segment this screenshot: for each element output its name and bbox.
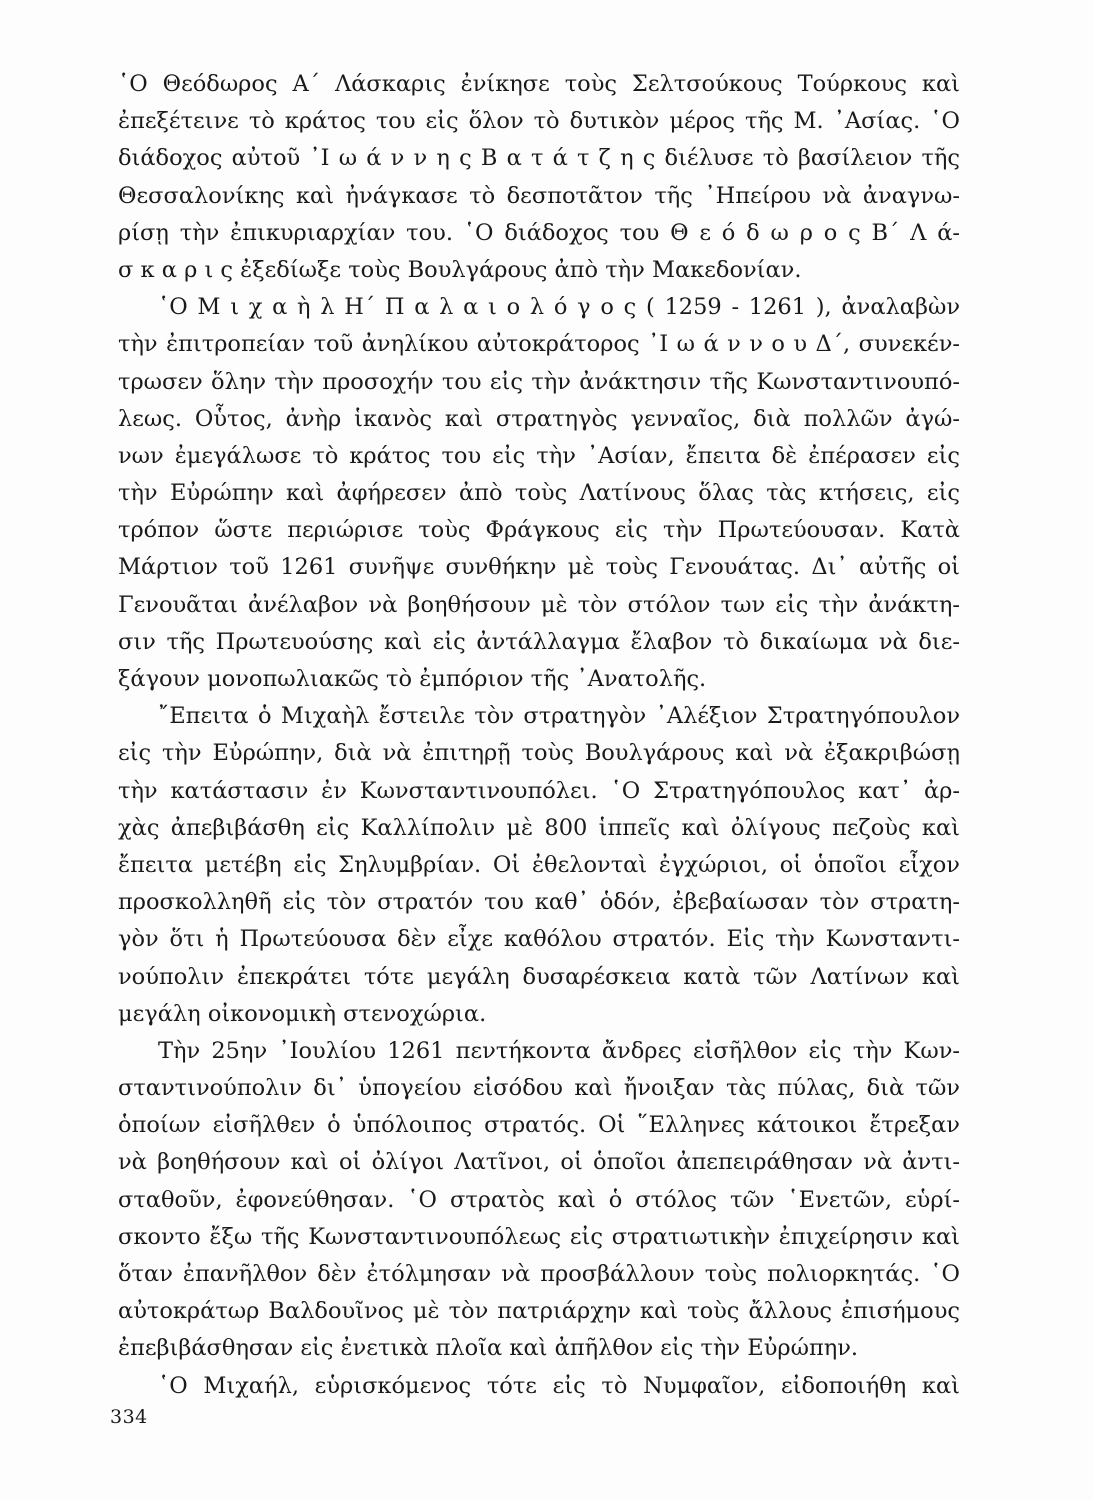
text-line: μεγάλη οἰκονομικὴ στενοχώρια. (118, 1000, 487, 1027)
text-line: αὐτοκράτωρ Βαλδουῖνος μὲ τὸν πατριάρχην καὶ τοὺς ἄλλους ἐπισήμους (118, 1298, 960, 1325)
paragraph (118, 66, 960, 289)
text-line: ῾Ο Μιχαήλ, εὑρισκόμενος τότε εἰς τὸ Νυμφαῖον, εἰδοποιήθη καὶ (158, 1372, 960, 1399)
text-line: ἐπεξέτεινε τὸ κράτος του εἰς ὅλον τὸ δυτικὸν μέρος τῆς Μ. ᾿Ασίας. ῾Ο (118, 108, 960, 135)
text-line: τρόπον ὥστε περιώρισε τοὺς Φράγκους εἰς τὴν Πρωτεύουσαν. Κατὰ (118, 517, 960, 544)
text-line: εἰς τὴν Εὐρώπην, διὰ νὰ ἐπιτηρῇ τοὺς Βουλγάρους καὶ νὰ ἐξακριβώσῃ (118, 740, 960, 767)
paragraph (118, 289, 960, 698)
text-line: σ κ α ρ ι ς ἐξεδίωξε τοὺς Βουλγάρους ἀπὸ τὴν Μακεδονίαν. (118, 256, 802, 283)
text-line: τὴν ἐπιτροπείαν τοῦ ἀνηλίκου αὐτοκράτορος ᾿Ι ω ά ν ν ο υ Δ΄, συνεκέν- (118, 331, 960, 358)
text-line: ἔπειτα μετέβη εἰς Σηλυμβρίαν. Οἱ ἐθελονταὶ ἐγχώριοι, οἱ ὁποῖοι εἶχον (118, 851, 960, 878)
text-line: νων ἐμεγάλωσε τὸ κράτος του εἰς τὴν ᾿Ασίαν, ἔπειτα δὲ ἐπέρασεν εἰς (118, 442, 960, 469)
text-line: νὰ βοηθήσουν καὶ οἱ ὀλίγοι Λατῖνοι, οἱ ὁποῖοι ἀπεπειράθησαν νὰ ἀντι- (118, 1149, 960, 1176)
text-line: Θεσσαλονίκης καὶ ἠνάγκασε τὸ δεσποτᾶτον τῆς ᾿Ηπείρου νὰ ἀναγνω- (118, 182, 960, 209)
text-line: ἐπεβιβάσθησαν εἰς ἐνετικὰ πλοῖα καὶ ἀπῆλθον εἰς τὴν Εὐρώπην. (118, 1335, 859, 1362)
text-line: ὅταν ἐπανῆλθον δὲν ἐτόλμησαν νὰ προσβάλλουν τοὺς πολιορκητάς. ῾Ο (118, 1261, 960, 1287)
paragraph (118, 698, 960, 1033)
text-line: Τὴν 25ην ᾿Ιουλίου 1261 πεντήκοντα ἄνδρες εἰσῆλθον εἰς τὴν Κων- (158, 1037, 960, 1064)
text-line: σταντινούπολιν δι᾿ ὑπογείου εἰσόδου καὶ ἤνοιξαν τὰς πύλας, διὰ τῶν (118, 1075, 960, 1102)
text-line: ῾Ο Μ ι χ α ὴ λ Η΄ Π α λ α ι ο λ ό γ ο ς ( 1259 - 1261 ), ἀναλαβὼν (158, 294, 960, 321)
page-number: 334 (110, 1406, 148, 1428)
text-line: τὴν Εὐρώπην καὶ ἀφήρεσεν ἀπὸ τοὺς Λατίνους ὅλας τὰς κτήσεις, εἰς (118, 480, 960, 507)
text-line: σταθοῦν, ἐφονεύθησαν. ῾Ο στρατὸς καὶ ὁ στόλος τῶν ῾Ενετῶν, εὑρί- (118, 1186, 960, 1213)
text-line: τρωσεν ὅλην τὴν προσοχήν του εἰς τὴν ἀνάκτησιν τῆς Κωνσταντινουπό- (118, 368, 960, 395)
text-line: Μάρτιον τοῦ 1261 συνῆψε συνθήκην μὲ τοὺς Γενουάτας. Δι᾿ αὐτῆς οἱ (118, 554, 960, 581)
text-line: προσκολληθῆ εἰς τὸν στρατόν του καθ᾿ ὁδόν, ἐβεβαίωσαν τὸν στρατη- (118, 889, 960, 916)
text-line: λεως. Οὗτος, ἀνὴρ ἱκανὸς καὶ στρατηγὸς γενναῖος, διὰ πολλῶν ἀγώ- (118, 405, 960, 432)
body-text (118, 66, 960, 1405)
text-line: σκοντο ἔξω τῆς Κωνσταντινουπόλεως εἰς στρατιωτικὴν ἐπιχείρησιν καὶ (118, 1223, 960, 1250)
paragraph (118, 1368, 960, 1405)
text-line: τὴν κατάστασιν ἐν Κωνσταντινουπόλει. ῾Ο Στρατηγόπουλος κατ᾿ ἀρ- (118, 777, 960, 804)
text-line: διάδοχος αὐτοῦ ᾿Ι ω ά ν ν η ς Β α τ ά τ ζ η ς διέλυσε τὸ βασίλειον τῆς (118, 145, 960, 172)
text-line: ῎Επειτα ὁ Μιχαὴλ ἔστειλε τὸν στρατηγὸν ᾿Αλέξιον Στρατηγόπουλον (158, 703, 960, 730)
text-line: ξάγουν μονοπωλιακῶς τὸ ἐμπόριον τῆς ᾿Ανατολῆς. (118, 666, 707, 692)
text-line: νούπολιν ἐπεκράτει τότε μεγάλη δυσαρέσκεια κατὰ τῶν Λατίνων καὶ (118, 963, 960, 990)
text-line: γὸν ὅτι ἡ Πρωτεύουσα δὲν εἶχε καθόλου στρατόν. Εἰς τὴν Κωνσταντι- (118, 926, 960, 953)
text-line: ὁποίων εἰσῆλθεν ὁ ὑπόλοιπος στρατός. Οἱ ῞Ελληνες κάτοικοι ἔτρεξαν (118, 1112, 960, 1139)
text-line: σιν τῆς Πρωτευούσης καὶ εἰς ἀντάλλαγμα ἔλαβον τὸ δικαίωμα νὰ διε- (118, 628, 960, 655)
text-line: ῾Ο Θεόδωρος Α΄ Λάσκαρις ἐνίκησε τοὺς Σελτσούκους Τούρκους καὶ (118, 71, 960, 97)
text-line: ρίσῃ τὴν ἐπικυριαρχίαν του. ῾Ο διάδοχος του Θ ε ό δ ω ρ ο ς Β΄ Λ ά- (118, 219, 960, 246)
text-line: χὰς ἀπεβιβάσθη εἰς Καλλίπολιν μὲ 800 ἱππεῖς καὶ ὀλίγους πεζοὺς καὶ (118, 814, 960, 841)
paragraph (118, 1033, 960, 1368)
text-line: Γενουᾶται ἀνέλαβον νὰ βοηθήσουν μὲ τὸν στόλον των εἰς τὴν ἀνάκτη- (118, 591, 960, 618)
